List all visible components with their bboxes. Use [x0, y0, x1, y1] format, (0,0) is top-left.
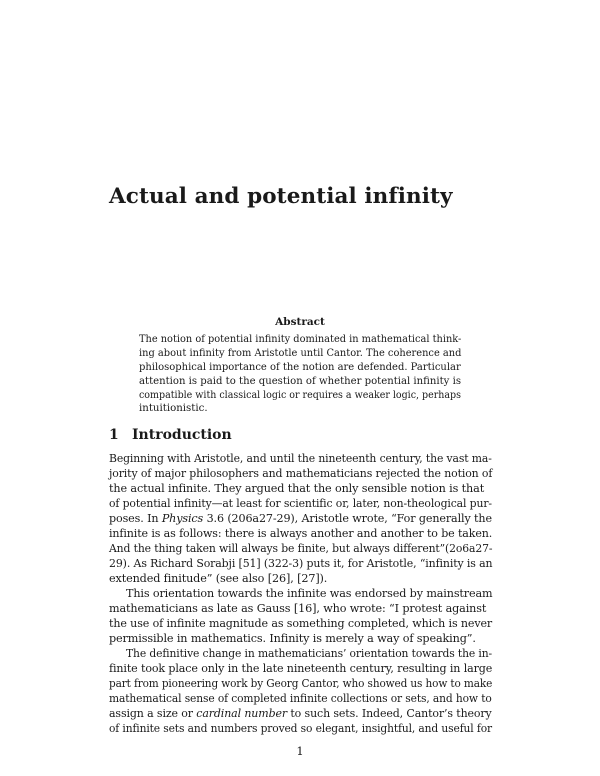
body-line: the actual infinite. They argued that the only sensible notion is that	[109, 482, 485, 495]
body-line: Beginning with Aristotle, and until the nineteenth century, the vast ma-	[109, 452, 492, 465]
body-text: to such sets. Indeed, Cantor’s theory	[287, 707, 492, 720]
abstract-line: The notion of potential infinity dominated in mathematical think-	[139, 334, 462, 345]
section-heading	[109, 427, 232, 443]
body-text: 3.6 (206a27-29), Aristotle wrote, “For generally the	[203, 512, 492, 525]
page-number: 1	[296, 744, 304, 758]
body-line: of infinite sets and numbers proved so elegant, insightful, and useful for	[109, 722, 492, 735]
abstract-line: compatible with classical logic or requires a weaker logic, perhaps	[139, 390, 461, 401]
body-line: And the thing taken will always be finite, but always different”(2o6a27-	[109, 542, 493, 555]
body-line: the use of infinite magnitude as something completed, which is never	[109, 617, 493, 630]
body-line: The definitive change in mathematicians’ orientation towards the in-	[126, 647, 493, 660]
abstract-line: attention is paid to the question of whether potential infinity is	[139, 376, 462, 387]
body-text: assign a size or	[109, 707, 197, 720]
body-line: part from pioneering work by Georg Cantor, who showed us how to make	[109, 677, 493, 690]
body-line: extended finitude” (see also [26], [27]).	[109, 572, 328, 585]
body-line: jority of major philosophers and mathematicians rejected the notion of	[109, 467, 493, 480]
body-line: infinite is as follows: there is always another and another to be taken.	[109, 527, 493, 540]
book-title-italic: Physics	[161, 512, 204, 525]
body-line: This orientation towards the infinite was endorsed by mainstream	[126, 587, 493, 600]
paper-title: Actual and potential infinity	[109, 184, 453, 209]
section-title: Introduction	[132, 427, 232, 443]
body-line	[109, 512, 492, 525]
body-line: 29). As Richard Sorabji [51] (322-3) puts it, for Aristotle, “infinity is an	[109, 557, 493, 570]
body-line: mathematicians as late as Gauss [16], who wrote: “I protest against	[109, 602, 487, 615]
abstract-line: ing about infinity from Aristotle until Cantor. The coherence and	[139, 348, 462, 359]
section-number: 1	[109, 427, 119, 443]
term-italic: cardinal number	[196, 707, 288, 720]
body-line: finite took place only in the late nineteenth century, resulting in large	[109, 662, 493, 675]
abstract-line: philosophical importance of the notion are defended. Particular	[139, 362, 461, 373]
body-line	[109, 707, 492, 720]
body-line: of potential infinity—at least for scientific or, later, non-theological pur-	[109, 497, 492, 510]
body-line: mathematical sense of completed infinite collections or sets, and how to	[109, 692, 492, 705]
abstract-heading: Abstract	[275, 316, 325, 328]
body-text: poses. In	[109, 512, 162, 525]
abstract-line: intuitionistic.	[139, 403, 208, 414]
body-line: permissible in mathematics. Infinity is merely a way of speaking”.	[109, 632, 476, 645]
